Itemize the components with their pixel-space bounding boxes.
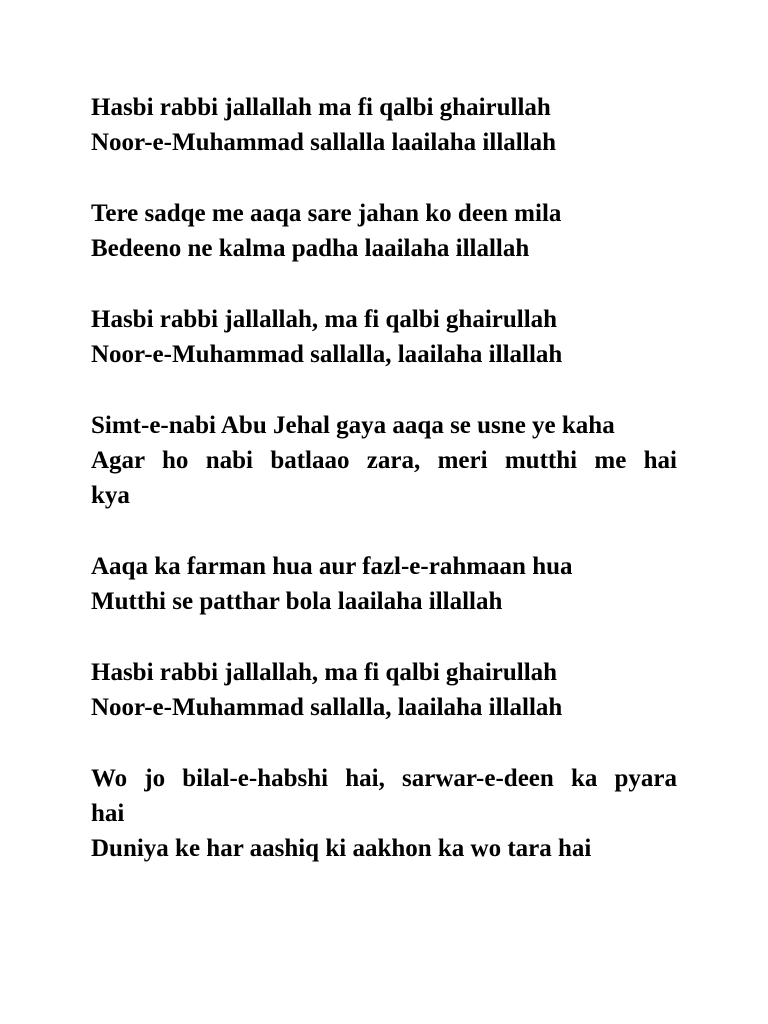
lyric-line: Bedeeno ne kalma padha laailaha illallah bbox=[91, 235, 530, 262]
lyric-line: Noor-e-Muhammad sallalla, laailaha illallah bbox=[91, 341, 563, 368]
lyric-line: Noor-e-Muhammad sallalla, laailaha illallah bbox=[91, 694, 563, 721]
lyrics-body bbox=[91, 90, 677, 902]
lyric-line: Hasbi rabbi jallallah, ma fi qalbi ghairullah bbox=[91, 659, 558, 686]
lyric-line: hai bbox=[91, 800, 125, 827]
stanza-5 bbox=[91, 549, 677, 619]
lyric-line: kya bbox=[91, 482, 130, 509]
lyric-line: Hasbi rabbi jallallah ma fi qalbi ghairullah bbox=[91, 94, 551, 121]
lyric-line: Aaqa ka farman hua aur fazl-e-rahmaan hua bbox=[91, 553, 573, 580]
lyric-line: Duniya ke har aashiq ki aakhon ka wo tara hai bbox=[91, 835, 592, 862]
lyric-line: Mutthi se patthar bola laailaha illallah bbox=[91, 588, 503, 615]
stanza-2 bbox=[91, 196, 677, 266]
lyric-line: Tere sadqe me aaqa sare jahan ko deen mila bbox=[91, 200, 562, 227]
stanza-7 bbox=[91, 761, 677, 866]
lyric-line: Agar ho nabi batlaao zara, meri mutthi me hai bbox=[91, 447, 677, 474]
lyric-line: Wo jo bilal-e-habshi hai, sarwar-e-deen ka pyara bbox=[91, 765, 677, 792]
stanza-4 bbox=[91, 408, 677, 513]
lyric-line: Simt-e-nabi Abu Jehal gaya aaqa se usne ye kaha bbox=[91, 412, 615, 439]
stanza-3 bbox=[91, 302, 677, 372]
lyric-line: Hasbi rabbi jallallah, ma fi qalbi ghairullah bbox=[91, 306, 558, 333]
lyric-line: Noor-e-Muhammad sallalla laailaha illallah bbox=[91, 129, 557, 156]
stanza-1 bbox=[91, 90, 677, 160]
stanza-6 bbox=[91, 655, 677, 725]
